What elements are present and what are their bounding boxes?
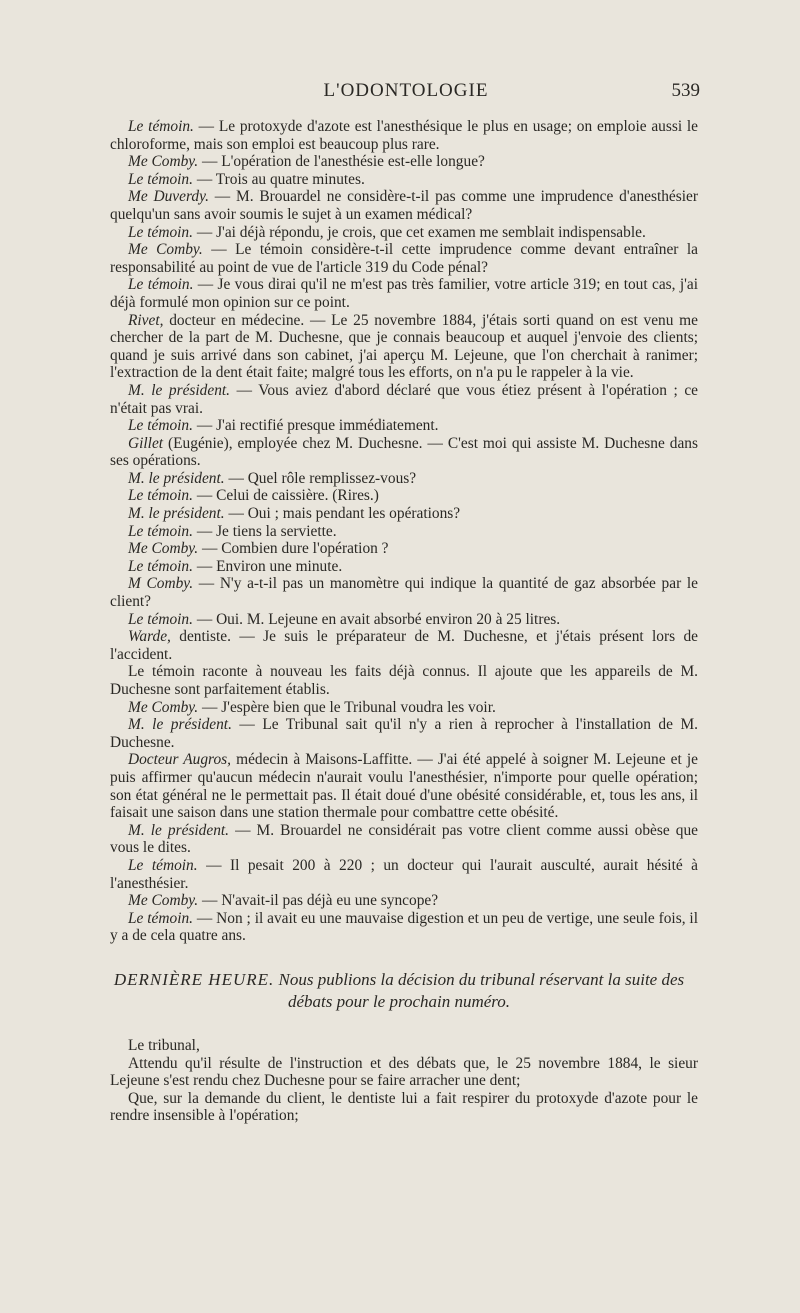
testimony-paragraph bbox=[110, 540, 698, 558]
paragraph-text: Le témoin raconte à nouveau les faits déjà connus. Il ajoute que les appareils de M. Duchesne sont parfaitement établis. bbox=[110, 663, 698, 698]
speaker-name: Le témoin. bbox=[128, 118, 194, 135]
paragraph-text: — Le Tribunal sait qu'il n'y a rien à reprocher à l'installation de M. Duchesne. bbox=[110, 716, 698, 751]
speaker-name: M. le président. bbox=[128, 469, 225, 487]
paragraph-text: médecin à Maisons-Laffitte. — J'ai été appelé à soigner M. Lejeune et je puis affirmer qu'aucun médecin n'aurait voulu l'anesthésier, n'importe pour quelle opération; son état général ne le permettait pas. Il était doué d'une obésité considérable, et, tous les ans, il faisait une saison dans une station thermale pour combattre cette obésité. bbox=[110, 751, 698, 822]
running-title: L'ODONTOLOGIE bbox=[323, 80, 489, 101]
paragraph-text: — Quel rôle remplissez-vous? bbox=[224, 469, 417, 487]
speaker-name: Me Comby. bbox=[128, 892, 199, 910]
testimony-paragraph bbox=[110, 699, 698, 717]
speaker-name: Le témoin. bbox=[128, 522, 193, 540]
body-text bbox=[110, 118, 698, 1125]
speaker-name: Le témoin. bbox=[128, 610, 193, 628]
testimony-paragraph bbox=[110, 575, 698, 610]
testimony-paragraph bbox=[110, 505, 698, 523]
speaker-name: M. le président. bbox=[128, 505, 225, 523]
testimony-paragraph bbox=[110, 171, 698, 189]
speaker-name: Le témoin. bbox=[128, 909, 194, 927]
testimony-paragraph bbox=[110, 312, 698, 382]
testimony-paragraph bbox=[110, 118, 698, 153]
page-number: 539 bbox=[671, 80, 700, 101]
paragraph-text: — Environ une minute. bbox=[192, 557, 343, 575]
testimony-paragraph bbox=[110, 663, 698, 698]
speaker-name: M. le président. bbox=[128, 821, 230, 839]
paragraph-text: — Le témoin considère-t-il cette imprudence comme devant entraîner la responsabilité au point de vue de l'article 319 du Code pénal? bbox=[110, 241, 699, 276]
testimony-paragraph bbox=[110, 628, 698, 663]
testimony-paragraph bbox=[110, 417, 698, 435]
speaker-name: M Comby. bbox=[128, 575, 194, 593]
paragraph-text: — M. Brouardel ne considérait pas votre client comme aussi obèse que vous le dites. bbox=[110, 821, 698, 857]
speaker-name: Le témoin. bbox=[128, 417, 193, 435]
paragraph-text: — Oui. M. Lejeune en avait absorbé environ 20 à 25 litres. bbox=[192, 610, 561, 628]
paragraph-text: — N'avait-il pas déjà eu une syncope? bbox=[198, 892, 439, 910]
paragraph-text: — Le protoxyde d'azote est l'anesthésique le plus en usage; on emploie aussi le chloroforme, mais son emploi est beaucoup plus rare. bbox=[110, 118, 698, 153]
testimony-paragraph bbox=[110, 382, 698, 417]
paragraph-text: — Il pesait 200 à 220 ; un docteur qui l'aurait ausculté, aurait hésité à l'anesthésier. bbox=[110, 856, 698, 892]
speaker-name: Le témoin. bbox=[128, 557, 193, 575]
paragraph-text: — Combien dure l'opération ? bbox=[198, 540, 389, 558]
paragraph-text: — Je vous dirai qu'il ne m'est pas très familier, votre article 319; en tout cas, j'ai déjà formulé mon opinion sur ce point. bbox=[110, 276, 698, 311]
speaker-name: Rivet, bbox=[128, 311, 164, 329]
testimony-paragraph bbox=[110, 892, 698, 910]
paragraph-text: — J'ai déjà répondu, je crois, que cet examen me semblait indispensable. bbox=[192, 223, 646, 241]
page-header bbox=[112, 80, 700, 110]
paragraph-text: — Non ; il avait eu une mauvaise digestion et un peu de vertige, une seule fois, il y a de cela quatre ans. bbox=[110, 909, 698, 945]
notice-text: Nous publions la décision du tribunal réservant la suite des débats pour le prochain numéro. bbox=[274, 969, 685, 1011]
testimony-section bbox=[110, 118, 698, 945]
paragraph-text: — Je tiens la serviette. bbox=[192, 522, 337, 540]
speaker-name: Me Comby. bbox=[128, 698, 199, 716]
speaker-name: Le témoin. bbox=[128, 856, 198, 874]
testimony-paragraph bbox=[110, 910, 698, 945]
paragraph-text: — Oui ; mais pendant les opérations? bbox=[224, 505, 461, 523]
speaker-name: Me Comby. bbox=[128, 241, 203, 259]
paragraph-text: — N'y a-t-il pas un manomètre qui indique la quantité de gaz absorbée par le client? bbox=[110, 575, 698, 611]
testimony-paragraph bbox=[110, 435, 698, 470]
paragraph-text: — Celui de caissière. (Rires.) bbox=[192, 487, 379, 505]
testimony-paragraph bbox=[110, 153, 698, 171]
speaker-name: Le témoin. bbox=[128, 170, 193, 188]
testimony-paragraph bbox=[110, 857, 698, 892]
speaker-name: Me Comby. bbox=[128, 540, 199, 558]
testimony-paragraph bbox=[110, 523, 698, 541]
paragraph-text: — Vous aviez d'abord déclaré que vous étiez présent à l'opération ; ce n'était pas vrai. bbox=[110, 381, 698, 417]
testimony-paragraph bbox=[110, 611, 698, 629]
speaker-name: Me Comby. bbox=[128, 153, 199, 171]
paragraph-text: — J'ai rectifié presque immédiatement. bbox=[192, 417, 439, 435]
speaker-name: M. le président. bbox=[128, 381, 231, 399]
testimony-paragraph bbox=[110, 470, 698, 488]
testimony-paragraph bbox=[110, 716, 698, 751]
speaker-name: Gillet bbox=[128, 434, 164, 452]
testimony-paragraph bbox=[110, 224, 698, 242]
decision-paragraph: Attendu qu'il résulte de l'instruction et des débats que, le 25 novembre 1884, le sieur Lejeune s'est rendu chez Duchesne pour se faire arracher une dent; bbox=[110, 1054, 698, 1090]
speaker-name: Docteur Augros, bbox=[128, 751, 231, 769]
decision-paragraph: Que, sur la demande du client, le dentiste lui a fait respirer du protoxyde d'azote pour le rendre insensible à l'opération; bbox=[110, 1089, 698, 1125]
testimony-paragraph bbox=[110, 558, 698, 576]
paragraph-text: — M. Brouardel ne considère-t-il pas comme une imprudence d'anesthésier quelqu'un sans avoir soumis le sujet à un examen médical? bbox=[110, 188, 698, 223]
paragraph-text: docteur en médecine. — Le 25 novembre 1884, j'étais sorti quand on est venu me chercher de la part de M. Duchesne, que je connais beaucoup et auquel j'envoie des clients; quand je suis arrivé dans son cabinet, j'ai aperçu M. Lejeune, que l'on cherchait à ranimer; l'extraction de la dent était faite; malgré tous les efforts, on n'a pu le rappeler à la vie. bbox=[110, 311, 698, 382]
speaker-name: Le témoin. bbox=[128, 276, 194, 294]
paragraph-text: dentiste. — Je suis le préparateur de M. Duchesne, et j'étais présent lors de l'accident. bbox=[110, 628, 698, 663]
late-news-notice bbox=[110, 969, 698, 1013]
speaker-name: Le témoin. bbox=[128, 223, 193, 241]
testimony-paragraph bbox=[110, 751, 698, 821]
notice-title: DERNIÈRE HEURE. bbox=[113, 969, 275, 989]
speaker-name: Warde, bbox=[128, 628, 171, 646]
testimony-paragraph bbox=[110, 276, 698, 311]
decision-paragraph: Le tribunal, bbox=[128, 1036, 200, 1054]
paragraph-text: — Trois au quatre minutes. bbox=[192, 170, 365, 188]
testimony-paragraph bbox=[110, 188, 698, 223]
testimony-paragraph bbox=[110, 487, 698, 505]
speaker-name: M. le président. bbox=[128, 716, 232, 734]
paragraph-text: — J'espère bien que le Tribunal voudra les voir. bbox=[198, 698, 496, 716]
paragraph-text: (Eugénie), employée chez M. Duchesne. — C'est moi qui assiste M. Duchesne dans ses opérations. bbox=[110, 434, 698, 470]
speaker-name: Me Duverdy. bbox=[128, 188, 209, 206]
testimony-paragraph bbox=[110, 241, 698, 276]
decision-section bbox=[110, 1037, 698, 1125]
testimony-paragraph bbox=[110, 822, 698, 857]
paragraph-text: — L'opération de l'anesthésie est-elle longue? bbox=[198, 153, 485, 171]
speaker-name: Le témoin. bbox=[128, 487, 193, 505]
